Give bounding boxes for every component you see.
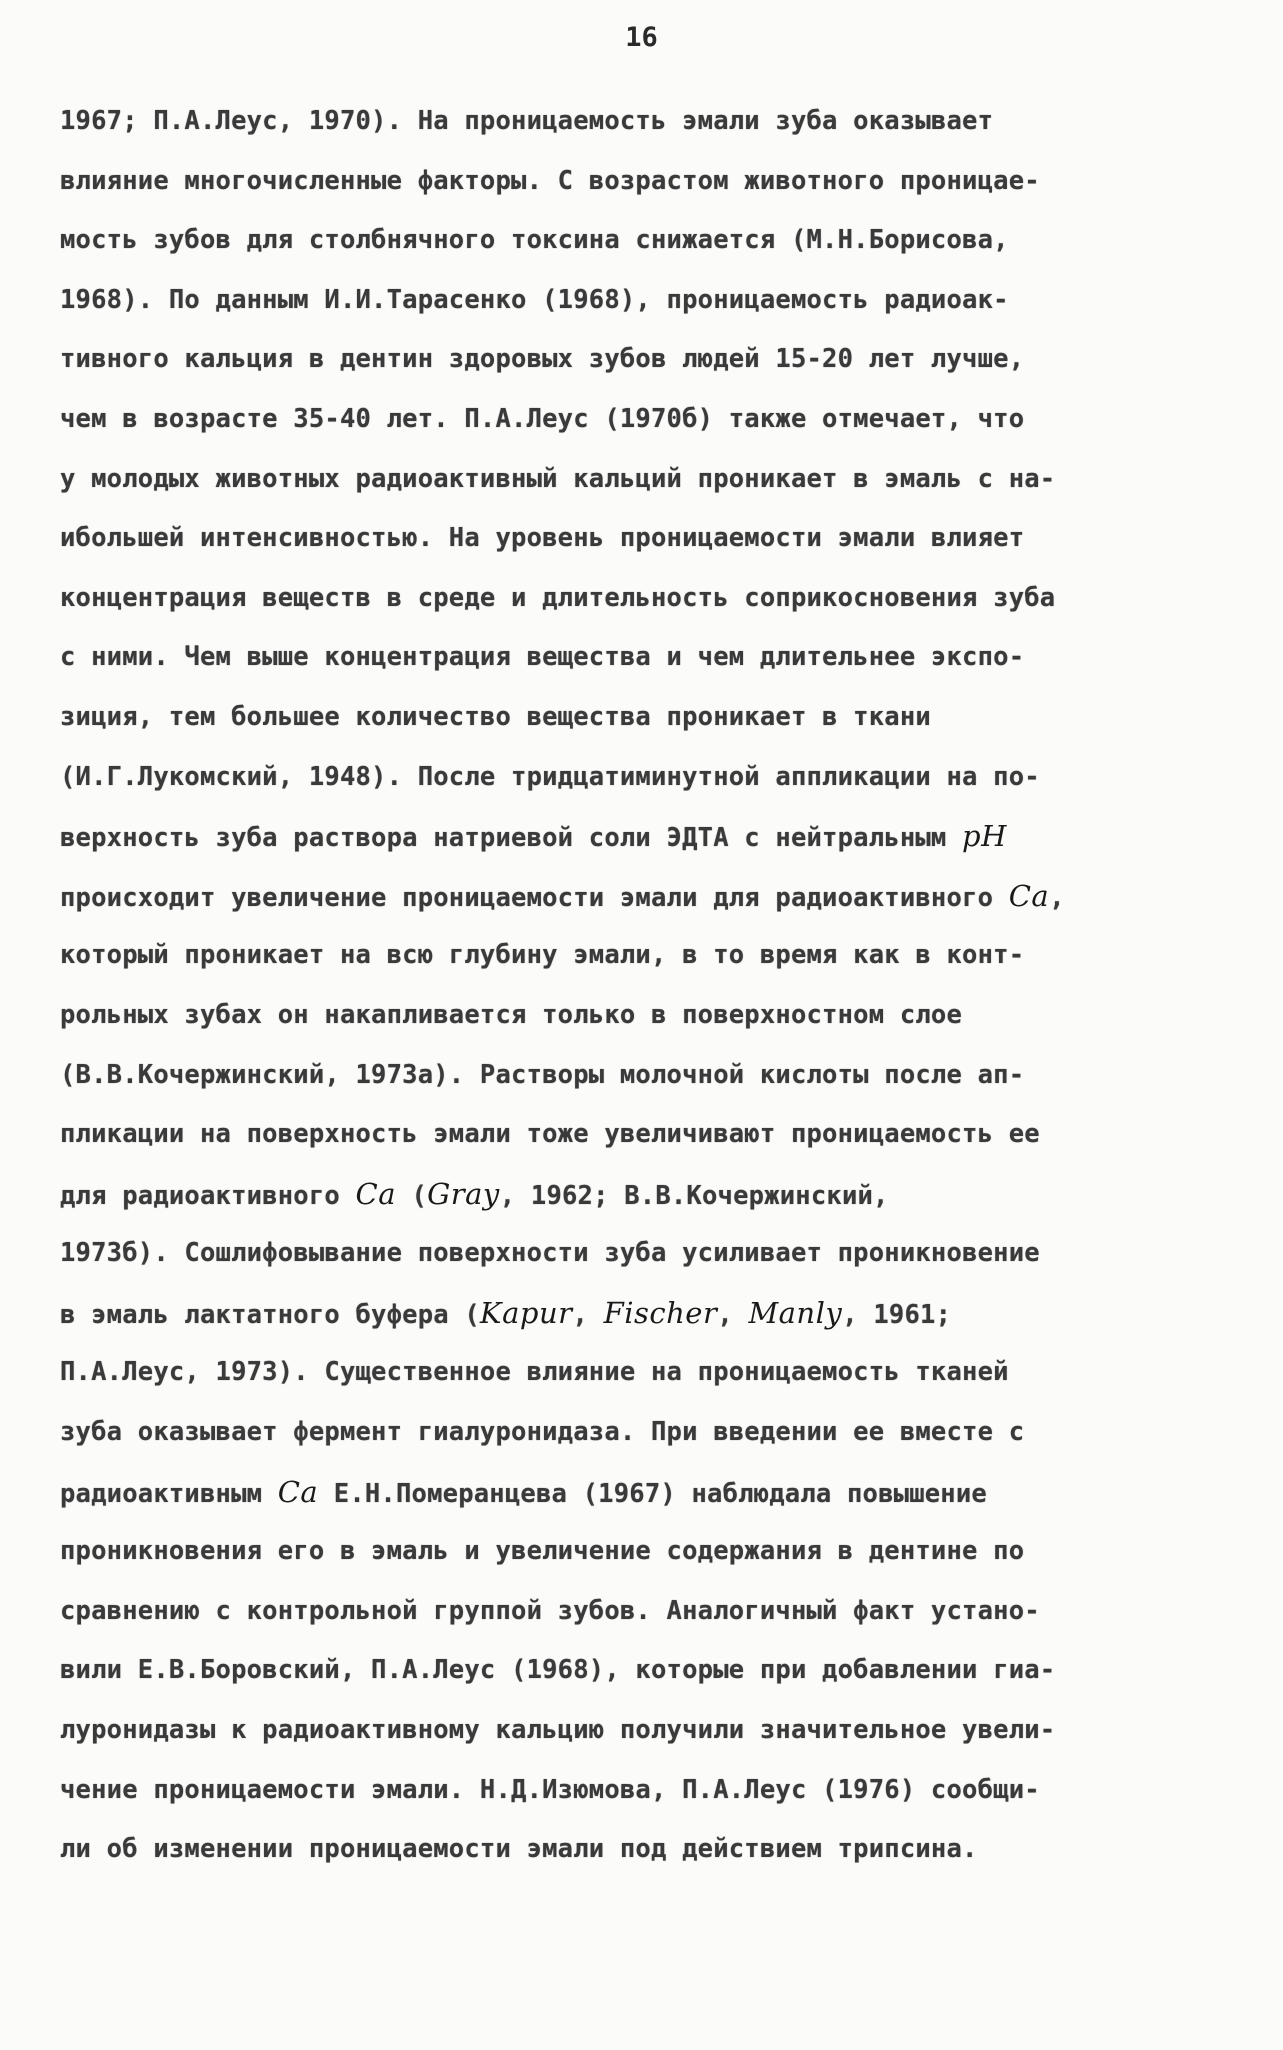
text-line: [60, 986, 1240, 1046]
typed-text: , 1962; В.В.Кочержинский,: [499, 1180, 889, 1211]
text-line: [60, 1165, 1240, 1225]
text-line: [60, 271, 1240, 331]
text-line: [60, 807, 1240, 867]
text-line: [60, 1463, 1240, 1523]
text-line: [60, 211, 1240, 271]
typed-text: луронидазы к радиоактивному кальцию получили значительное увели-: [60, 1715, 1056, 1746]
typed-text: мость зубов для столбнячного токсина снижается (М.Н.Борисова,: [60, 225, 1009, 256]
typed-text: П.А.Леус, 1973). Существенное влияние на проницаемость тканей: [60, 1357, 1009, 1388]
typed-text: ,: [572, 1299, 604, 1330]
typed-text: у молодых животных радиоактивный кальций проникает в эмаль с на-: [60, 463, 1056, 494]
typed-text: верхность зуба раствора натриевой соли ЭДТА с нейтральным: [60, 823, 963, 854]
typed-text: происходит увеличение проницаемости эмали для радиоактивного: [60, 882, 1009, 913]
typed-text: влияние многочисленные факторы. С возрастом животного проницае-: [60, 165, 1040, 196]
text-line: [60, 926, 1240, 986]
typed-text: (: [395, 1180, 428, 1211]
typed-text: чем в возрасте 35-40 лет. П.А.Леус (1970б) также отмечает, что: [60, 403, 1025, 434]
text-line: [60, 509, 1240, 569]
text-line: [60, 569, 1240, 629]
text-line: [60, 1284, 1240, 1344]
typed-text: проникновения его в эмаль и увеличение содержания в дентине по: [60, 1536, 1025, 1567]
text-line: [60, 1522, 1240, 1582]
text-line: [60, 1641, 1240, 1701]
text-line: [60, 92, 1240, 152]
text-line: [60, 1820, 1240, 1880]
text-line: [60, 390, 1240, 450]
text-line: [60, 1343, 1240, 1403]
text-line: [60, 1224, 1240, 1284]
typed-text: ли об изменении проницаемости эмали под действием трипсина.: [60, 1834, 978, 1865]
typed-text: сравнению с контрольной группой зубов. Аналогичный факт устано-: [60, 1595, 1040, 1626]
typed-text: (И.Г.Лукомский, 1948). После тридцатиминутной аппликации на по-: [60, 761, 1040, 792]
page-number: 16: [625, 22, 658, 53]
typed-text: 1973б). Сошлифовывание поверхности зуба усиливает проникновение: [60, 1238, 1040, 1269]
typed-text: ,: [717, 1299, 749, 1330]
handwritten-insert: Kapur: [479, 1295, 573, 1330]
typed-text: зиция, тем большее количество вещества проникает в ткани: [60, 701, 931, 732]
typed-text: радиоактивным: [60, 1478, 278, 1509]
text-line: [60, 867, 1240, 927]
typed-text: чение проницаемости эмали. Н.Д.Изюмова, П.А.Леус (1976) сообщи-: [60, 1774, 1040, 1805]
handwritten-insert: Ca: [355, 1176, 396, 1211]
typed-text: 1967; П.А.Леус, 1970). На проницаемость эмали зуба оказывает: [60, 106, 994, 136]
handwritten-insert: Ca: [277, 1474, 319, 1509]
typed-text: тивного кальция в дентин здоровых зубов людей 15-20 лет лучше,: [60, 344, 1025, 375]
typed-text: Е.Н.Померанцева (1967) наблюдала повышение: [318, 1478, 987, 1509]
typed-text: (В.В.Кочержинский, 1973а). Растворы молочной кислоты после ап-: [60, 1059, 1025, 1090]
text-line: [60, 1403, 1240, 1463]
typed-text: который проникает на всю глубину эмали, в то время как в конт-: [60, 940, 1025, 971]
typed-text: для радиоактивного: [60, 1180, 356, 1211]
typed-text: рольных зубах он накапливается только в поверхностном слое: [60, 999, 963, 1030]
text-line: [60, 1105, 1240, 1165]
typed-text: пликации на поверхность эмали тоже увеличивают проницаемость ее: [60, 1119, 1040, 1150]
typed-text: в эмаль лактатного буфера (: [60, 1299, 480, 1330]
typed-text: зуба оказывает фермент гиалуронидаза. При введении ее вместе с: [60, 1417, 1025, 1448]
typed-text: концентрация веществ в среде и длительность соприкосновения зуба: [60, 582, 1056, 613]
handwritten-insert: Fischer: [603, 1295, 718, 1330]
handwritten-insert: Manly: [748, 1295, 843, 1330]
text-line: [60, 152, 1240, 212]
text-line: [60, 1701, 1240, 1761]
handwritten-insert: Gray: [427, 1176, 500, 1211]
typed-text: с ними. Чем выше концентрация вещества и чем длительнее экспо-: [60, 642, 1025, 673]
handwritten-insert: Ca: [1008, 878, 1050, 913]
body-text: [60, 92, 1240, 1880]
text-line: [60, 748, 1240, 808]
text-line: [60, 450, 1240, 510]
text-line: [60, 688, 1240, 748]
text-line: [60, 330, 1240, 390]
text-line: [60, 1582, 1240, 1642]
typed-text: ,: [1049, 882, 1065, 913]
text-line: [60, 628, 1240, 688]
handwritten-insert: pH: [962, 819, 1007, 854]
typed-text: ибольшей интенсивностью. На уровень проницаемости эмали влияет: [60, 523, 1025, 554]
typed-text: вили Е.В.Боровский, П.А.Леус (1968), которые при добавлении гиа-: [60, 1655, 1056, 1686]
typed-text: 1968). По данным И.И.Тарасенко (1968), проницаемость радиоак-: [60, 284, 1009, 315]
typed-text: , 1961;: [842, 1299, 952, 1330]
text-line: [60, 1046, 1240, 1106]
text-line: [60, 1761, 1240, 1821]
